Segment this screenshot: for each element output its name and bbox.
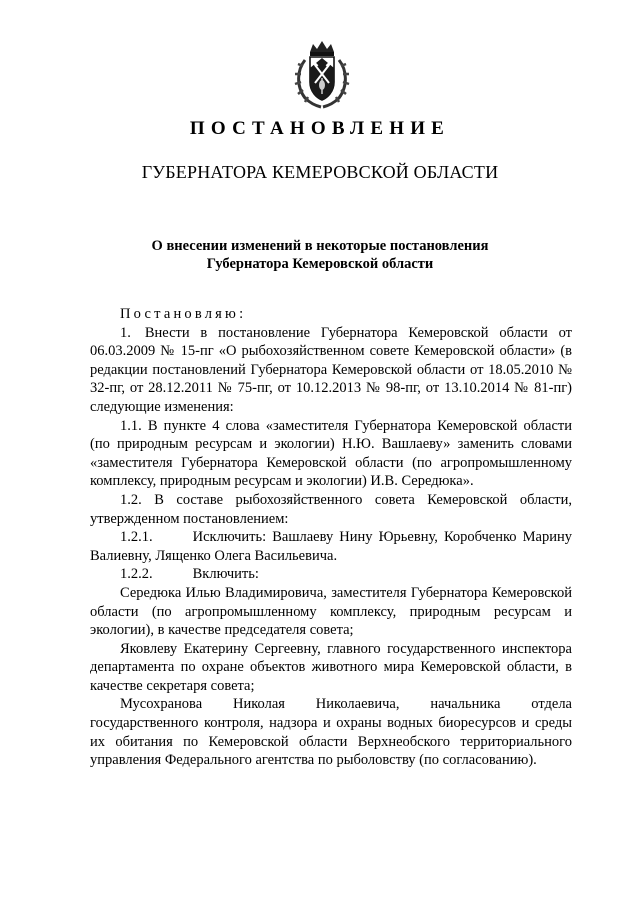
paragraph-1-2: 1.2. В составе рыбохозяйственного совета Кемеровской области, утвержденном постановлением: [90, 491, 572, 527]
paragraph-1-2-2-number: 1.2.2. [120, 566, 153, 583]
paragraph-1-2-2 [90, 565, 572, 584]
member-entry: Мусохранова Николая Николаевича, начальника отдела государственного контроля, надзора и охраны водных биоресурсов и среды их обитания по Кемеровской области Верхнеобского территориального управления Федерального агентства по рыболовству (по согласованию). [90, 696, 572, 769]
paragraph-1-text: Внести в постановление Губернатора Кемеровской области от 06.03.2009 № 15-пг «О рыбохозяйственном совете Кемеровской области» (в редакции постановлений Губернатора Кемеровской области от 18.05.2010 № 32-пг, от 28.12.2011 № 75-пг, от 10.12.2013 № 98-пг, от 13.10.2014 № 81-пг) следующие изменения: [90, 324, 572, 415]
document-body [90, 305, 572, 770]
paragraph-1-2-1 [90, 528, 572, 565]
member-entry: Яковлеву Екатерину Сергеевну, главного государственного инспектора департамента по охране объектов животного мира Кемеровской области, в качестве секретаря совета; [90, 640, 572, 694]
document-heading [0, 237, 640, 273]
document-title: ПОСТАНОВЛЕНИЕ [189, 118, 451, 139]
paragraph-1-1: 1.1. В пункте 4 слова «заместителя Губернатора Кемеровской области (по природным ресурсам и экологии) Н.Ю. Вашлаеву» заменить словами «заместителя Губернатора Кемеровской области (по агропромышленному комплексу, природным ресурсам и экологии) И.В. Середюка». [90, 417, 572, 490]
paragraph-1-2-1-text: Исключить: Вашлаеву Нину Юрьевну, Коробченко Марину Валиевну, Лященко Олега Васильевича. [90, 529, 572, 564]
paragraph-1-number: 1. [120, 324, 131, 341]
intro-text: Постановляю: [120, 306, 247, 322]
member-entry: Середюка Илью Владимировича, заместителя Губернатора Кемеровской области (по агропромышленному комплексу, природным ресурсам и экологии), в качестве председателя совета; [90, 584, 572, 639]
heading-line-1: О внесении изменений в некоторые постановления [151, 238, 489, 254]
paragraph-1-2-1-number: 1.2.1. [120, 529, 153, 546]
coat-of-arms-icon [291, 38, 353, 110]
heading-line-2: Губернатора Кемеровской области [206, 256, 434, 272]
paragraph-1 [90, 324, 572, 417]
paragraph-1-2-2-text: Включить: [192, 566, 259, 583]
document-subtitle: ГУБЕРНАТОРА КЕМЕРОВСКОЙ ОБЛАСТИ [141, 162, 499, 182]
